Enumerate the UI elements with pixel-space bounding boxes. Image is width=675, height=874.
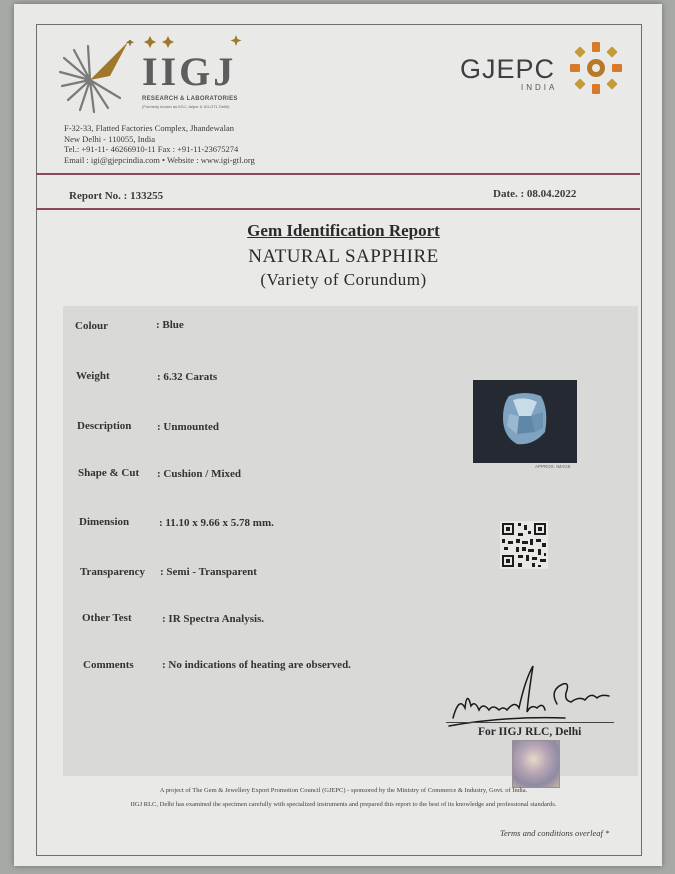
address-line: F-32-33, Flatted Factories Complex, Jhandewalan	[64, 123, 234, 133]
top-rule	[36, 173, 640, 175]
detail-label-weight: Weight	[76, 370, 110, 382]
iigj-logo-tagline: (Formerly known as IIGJ, Jaipur & IGI-GTL Delhi)	[142, 104, 230, 109]
detail-label-shape-cut: Shape & Cut	[78, 467, 140, 479]
detail-value-transparency: : Semi - Transparent	[160, 566, 257, 578]
address-line: New Delhi - 110055, India	[64, 133, 156, 144]
iigj-logo-text: IIGJ	[142, 49, 237, 94]
detail-value-other-test: : IR Spectra Analysis.	[162, 613, 265, 625]
report-title: Gem Identification Report	[247, 221, 440, 240]
security-hologram	[512, 740, 560, 788]
signature-underline	[446, 722, 614, 723]
report-number: Report No. : 133255	[69, 190, 164, 202]
terms-note: Terms and conditions overleaf *	[500, 828, 610, 838]
detail-label-transparency: Transparency	[80, 566, 145, 578]
detail-value-description: : Unmounted	[157, 421, 220, 433]
detail-label-other-test: Other Test	[82, 612, 132, 624]
detail-label-dimension: Dimension	[79, 516, 130, 528]
lab-address	[64, 123, 255, 165]
detail-label-comments: Comments	[83, 659, 134, 671]
address-line: Email : igi@gjepcindia.com • Website : www.igi-gtl.org	[64, 154, 255, 165]
detail-value-shape-cut: : Cushion / Mixed	[157, 468, 242, 480]
iigj-starburst-logo	[50, 40, 142, 121]
detail-label-description: Description	[77, 420, 132, 432]
footer-examination-line: IIGJ RLC, Delhi has examined the specimen carefully with specialized instruments and prepared this report to the best of its knowledge and professional standards.	[130, 801, 557, 808]
gem-photo	[473, 380, 577, 463]
detail-value-colour: : Blue	[156, 319, 184, 331]
gjepc-logo-text: GJEPC	[460, 54, 556, 84]
detail-value-weight: : 6.32 Carats	[157, 371, 218, 383]
gjepc-emblem-icon	[568, 40, 624, 101]
report-date: Date. : 08.04.2022	[493, 188, 577, 200]
image-caption: APPROX. IMAGE	[535, 464, 571, 469]
footer-project-line: A project of The Gem & Jewellery Export Promotion Council (GJEPC) - sponsored by the Ministry of Commerce & Industry, Govt. of India.	[159, 787, 528, 794]
detail-label-colour: Colour	[75, 320, 108, 332]
gem-variety: (Variety of Corundum)	[260, 270, 427, 289]
bottom-rule	[36, 208, 640, 210]
detail-value-comments: : No indications of heating are observed.	[162, 659, 351, 671]
iigj-logo-subtitle: RESEARCH & LABORATORIES	[142, 96, 238, 102]
signatory-label: For IIGJ RLC, Delhi	[478, 726, 582, 738]
qr-code	[500, 521, 548, 574]
gem-name: NATURAL SAPPHIRE	[248, 246, 439, 267]
gjepc-logo-sub: INDIA	[521, 83, 558, 92]
handwritten-signature	[445, 660, 635, 735]
detail-value-dimension: : 11.10 x 9.66 x 5.78 mm.	[159, 517, 274, 529]
address-line: Tel.: +91-11- 46266910-11 Fax : +91-11-23675274	[64, 144, 239, 154]
